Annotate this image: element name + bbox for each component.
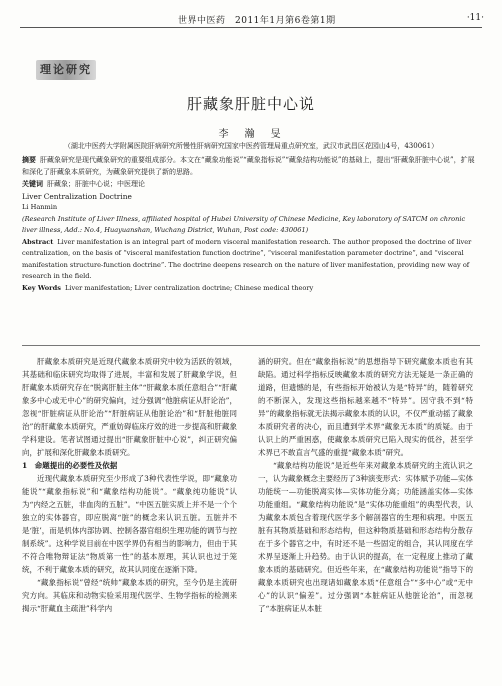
- abstract-cn: [22, 154, 480, 178]
- abstract-en: [22, 237, 480, 283]
- article-title: 肝藏象肝脏中心说: [186, 95, 315, 113]
- body-column-right: [258, 355, 473, 615]
- body-column-left: [22, 355, 237, 615]
- section-heading: 1 命题提出的必要性及依据: [22, 461, 118, 470]
- abstract-cn-text: 肝藏象研究是现代藏象研究的重要组成部分。本文在“藏象功能说”“藏象指标说”“藏象结构功能说”的基础上，提出“肝藏象肝脏中心说”，扩展和深化了肝藏象本质研究，为藏象研究提供了新的思路。: [22, 156, 475, 176]
- article-author: 李 瀚 旻: [218, 129, 284, 140]
- abstract-divider: [22, 345, 480, 346]
- keywords-cn: [22, 178, 480, 191]
- header-rule: [20, 27, 482, 28]
- keywords-en: [22, 283, 480, 295]
- body-paragraph: “藏象结构功能说”是近些年来对藏象本质研究的主流认识之一，认为藏象概念主要经历了3种演变形式：实体赋予功能—实体功能统一—功能脱离实体—实体功能分离；功能涵盖实体—实体功能重组。“藏象结构功能说”是“实体功能重组”的典型代表，认为藏象本质包含着现代医学多个解剖器官的生理和病理。中医五脏有其物质基础和形态结构，但这种物质基础和形态结构分散存在于多个器官之中，有时还不是一些固定的组合，其认同度在学术界呈逐渐上升趋势。由于认识的提高，在一定程度上推动了藏象本质的基础研究。但近些年来，在“藏象结构功能说”指导下的藏象本质研究也出现诸如藏象本质“任意组合”“多中心”或“无中心”的认识“偏差”。过分强调“本脏病证从他脏论治”，而忽视了“本脏病证从本脏: [258, 461, 473, 613]
- body-paragraph: 肝藏象本质研究是近现代藏象本质研究中较为活跃的领域，其基础和临床研究均取得了进展，丰富和发展了肝藏象学说，但肝藏象本质研究存在“脱离肝脏主体”“肝藏象本质任意组合”“肝藏象多中心或无中心”的研究偏向，过分强调“他脏病证从肝论治”，忽视“肝脏病证从肝论治”“肝脏病证从他脏论治”和“肝脏他脏同治”的肝藏象本质研究，严重妨碍临床疗效的进一步提高和肝藏象学科建设。笔者试图通过提出“肝藏象肝脏中心说”，纠正研究偏向，扩展和深化肝藏象本质研究。: [22, 357, 237, 457]
- english-affiliation: (Research Institute of Liver Illness, affiliated hospital of Hubei University of Chinese Medicine, Key laboratory of SATCM on chronic liver illness, Add.: No.4, Huayuanshan, Wuchang District, Wuhan, Post code: 430061): [22, 214, 466, 234]
- abstract-en-text: Liver manifestation is an integral part of modern visceral manifestation research. The author proposed the doctrine of liver centralization, on the basis of “visceral manifestation function doctrine”, “visceral manifestation parameter doctrine”, and “visceral manifestation structure-function doctrine”. The doctrine deepens research on the nature of liver manifestation, providing new way of research in the field.: [22, 237, 472, 280]
- journal-info: 世界中医药 2011年1月第6卷第1期: [178, 16, 336, 26]
- body-paragraph: “藏象指标说”曾经“统帅”藏象本质的研究，至今仍是主流研究方向。其临床和动物实验采用现代医学、生物学指标的检测来揭示“肝藏血主疏泄”科学内: [22, 578, 237, 613]
- section-badge: 理论研究: [36, 60, 96, 80]
- page-number: ·11·: [466, 13, 484, 23]
- keywords-cn-label: 关键词: [22, 179, 43, 188]
- article-affiliation: （湖北中医药大学附属医院肝病研究所慢性肝病研究国家中医药管理局重点研究室，武汉市武昌区花园山4号，430061）: [63, 142, 439, 150]
- keywords-en-text: Liver manifestation; Liver centralization doctrine; Chinese medical theory: [64, 283, 314, 292]
- english-title: Liver Centralization Doctrine: [22, 191, 132, 201]
- body-paragraph: 近现代藏象本质研究至少形成了3种代表性学说，即“藏象功能说”“藏象指标说”和“藏象结构功能说”。“藏象纯功能说”认为“内经之五脏，非血肉的五脏”。“中医五脏实质上并不是一个个独立的实体器官，即应脱离“脏”的概念来认识五脏。五脏并不是‘脏’，而是机体内部协调、控制各器官组织生理功能的调节与控制系统”。这种学说目前在中医学界仍有相当的影响力，但由于其不符合唯物辩证法“物质第一性”的基本原理，其认识也过于笼统，不利于藏象本质的研究，故其认同度在逐渐下降。: [22, 474, 237, 574]
- keywords-cn-text: 肝藏象；肝脏中心说；中医理论: [47, 180, 145, 188]
- abstract-cn-label: 摘要: [22, 155, 36, 164]
- keywords-en-label: Key Words: [22, 283, 61, 292]
- abstract-block: [22, 154, 480, 294]
- english-author: Li Hanmin: [22, 203, 58, 211]
- running-header: [0, 0, 502, 30]
- body-paragraph: 涵的研究。但在“藏象指标说”的思想指导下研究藏象本质也有其缺陷。通过科学指标反映藏象本质的研究方法无疑是一条正确的道路，但遗憾的是，有些指标开始被认为是“特异”的，随着研究的不断深入，发现这些指标越来越不“特异”。因守我不到“特异”的藏象指标就无法揭示藏象本质的认识，不仅严重动摇了藏象本质研究者的决心，而且遭到学术界“藏象无本质”的质疑。由于认识上的严重困惑，使藏象本质研究已陷入现实的低谷，甚至学术界已不敢直言气盛的重提“藏象本质”研究。: [258, 357, 473, 457]
- abstract-en-label: Abstract: [22, 237, 54, 246]
